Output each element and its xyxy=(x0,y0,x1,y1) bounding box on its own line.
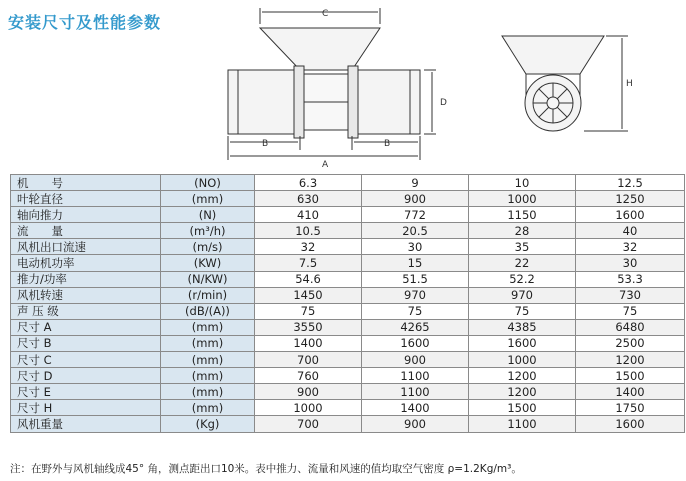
row-value: 75 xyxy=(362,303,469,319)
row-name: 风机重量 xyxy=(11,416,161,432)
row-value: 1600 xyxy=(469,335,576,351)
row-value: 1750 xyxy=(576,400,685,416)
table-row xyxy=(11,207,685,223)
row-value: 32 xyxy=(255,239,362,255)
row-value: 1500 xyxy=(576,368,685,384)
row-unit: (r/min) xyxy=(161,287,255,303)
front-hopper xyxy=(502,36,604,74)
row-unit: (mm) xyxy=(161,352,255,368)
row-value: 970 xyxy=(469,287,576,303)
row-unit: (KW) xyxy=(161,255,255,271)
front-view xyxy=(502,36,628,131)
row-value: 6480 xyxy=(576,319,685,335)
row-value: 7.5 xyxy=(255,255,362,271)
row-value: 1450 xyxy=(255,287,362,303)
row-value: 2500 xyxy=(576,335,685,351)
row-value: 730 xyxy=(576,287,685,303)
row-value: 4265 xyxy=(362,319,469,335)
row-value: 1000 xyxy=(469,191,576,207)
row-value: 10.5 xyxy=(255,223,362,239)
row-value: 700 xyxy=(255,416,362,432)
row-value: 6.3 xyxy=(255,175,362,191)
row-value: 52.2 xyxy=(469,271,576,287)
spec-table-body xyxy=(11,175,685,433)
row-name: 尺寸 C xyxy=(11,352,161,368)
row-value: 1600 xyxy=(576,207,685,223)
row-value: 772 xyxy=(362,207,469,223)
table-row xyxy=(11,287,685,303)
row-name: 尺寸 E xyxy=(11,384,161,400)
row-name: 推力/功率 xyxy=(11,271,161,287)
row-value: 900 xyxy=(255,384,362,400)
footnote: 注：在野外与风机轴线成45° 角，测点距出口10米。表中推力、流量和风速的值均取空气密度 ρ=1.2Kg/m³。 xyxy=(10,463,522,475)
outlet-cylinder xyxy=(358,70,420,134)
table-row xyxy=(11,303,685,319)
row-value: 51.5 xyxy=(362,271,469,287)
page-title: 安装尺寸及性能参数 xyxy=(8,13,162,32)
table-row xyxy=(11,223,685,239)
row-value: 900 xyxy=(362,352,469,368)
row-value: 1150 xyxy=(469,207,576,223)
dim-label-c: C xyxy=(322,9,329,19)
row-unit: (mm) xyxy=(161,384,255,400)
intake-hopper xyxy=(260,28,380,70)
row-value: 1200 xyxy=(469,368,576,384)
row-value: 1000 xyxy=(469,352,576,368)
dim-label-a: A xyxy=(322,160,329,170)
row-value: 1400 xyxy=(576,384,685,400)
table-row xyxy=(11,191,685,207)
row-unit: (dB/(A)) xyxy=(161,303,255,319)
row-value: 28 xyxy=(469,223,576,239)
row-name: 尺寸 H xyxy=(11,400,161,416)
table-row xyxy=(11,255,685,271)
row-value: 75 xyxy=(255,303,362,319)
row-name: 声 压 级 xyxy=(11,303,161,319)
row-value: 900 xyxy=(362,416,469,432)
row-unit: (mm) xyxy=(161,319,255,335)
row-name: 机 号 xyxy=(11,175,161,191)
row-value: 1200 xyxy=(469,384,576,400)
table-row xyxy=(11,368,685,384)
row-value: 30 xyxy=(576,255,685,271)
row-name: 风机出口流速 xyxy=(11,239,161,255)
row-value: 1200 xyxy=(576,352,685,368)
row-value: 1400 xyxy=(255,335,362,351)
row-value: 1400 xyxy=(362,400,469,416)
row-value: 410 xyxy=(255,207,362,223)
spec-table xyxy=(10,174,685,433)
row-value: 75 xyxy=(576,303,685,319)
dimension-drawing xyxy=(0,0,686,172)
row-value: 1600 xyxy=(576,416,685,432)
row-name: 尺寸 D xyxy=(11,368,161,384)
row-name: 电动机功率 xyxy=(11,255,161,271)
row-value: 1500 xyxy=(469,400,576,416)
row-name: 尺寸 B xyxy=(11,335,161,351)
row-value: 53.3 xyxy=(576,271,685,287)
row-value: 54.6 xyxy=(255,271,362,287)
row-unit: (NO) xyxy=(161,175,255,191)
row-name: 轴向推力 xyxy=(11,207,161,223)
row-value: 9 xyxy=(362,175,469,191)
row-value: 30 xyxy=(362,239,469,255)
table-row xyxy=(11,239,685,255)
row-name: 叶轮直径 xyxy=(11,191,161,207)
row-name: 流 量 xyxy=(11,223,161,239)
row-value: 1100 xyxy=(362,368,469,384)
table-row xyxy=(11,319,685,335)
row-value: 1000 xyxy=(255,400,362,416)
row-value: 12.5 xyxy=(576,175,685,191)
row-unit: (mm) xyxy=(161,368,255,384)
dim-label-d: D xyxy=(440,98,447,108)
row-value: 40 xyxy=(576,223,685,239)
row-name: 尺寸 A xyxy=(11,319,161,335)
row-value: 700 xyxy=(255,352,362,368)
row-unit: (mm) xyxy=(161,335,255,351)
row-unit: (N/KW) xyxy=(161,271,255,287)
row-value: 22 xyxy=(469,255,576,271)
row-value: 32 xyxy=(576,239,685,255)
row-name: 风机转速 xyxy=(11,287,161,303)
row-value: 1100 xyxy=(469,416,576,432)
row-value: 3550 xyxy=(255,319,362,335)
row-unit: (N) xyxy=(161,207,255,223)
row-unit: (mm) xyxy=(161,191,255,207)
row-unit: (Kg) xyxy=(161,416,255,432)
row-value: 900 xyxy=(362,191,469,207)
row-value: 1600 xyxy=(362,335,469,351)
row-value: 760 xyxy=(255,368,362,384)
dim-label-h: H xyxy=(626,79,633,89)
table-row xyxy=(11,416,685,432)
table-row xyxy=(11,400,685,416)
row-value: 10 xyxy=(469,175,576,191)
row-value: 4385 xyxy=(469,319,576,335)
row-unit: (m³/h) xyxy=(161,223,255,239)
table-row xyxy=(11,352,685,368)
table-row xyxy=(11,271,685,287)
row-value: 35 xyxy=(469,239,576,255)
row-value: 1100 xyxy=(362,384,469,400)
table-row xyxy=(11,175,685,191)
row-value: 75 xyxy=(469,303,576,319)
row-value: 630 xyxy=(255,191,362,207)
row-value: 970 xyxy=(362,287,469,303)
row-unit: (mm) xyxy=(161,400,255,416)
dim-label-b-left: B xyxy=(262,139,269,149)
row-value: 1250 xyxy=(576,191,685,207)
dim-label-b-right: B xyxy=(384,139,391,149)
side-view xyxy=(228,8,436,160)
row-value: 20.5 xyxy=(362,223,469,239)
row-value: 15 xyxy=(362,255,469,271)
table-row xyxy=(11,384,685,400)
table-row xyxy=(11,335,685,351)
row-unit: (m/s) xyxy=(161,239,255,255)
